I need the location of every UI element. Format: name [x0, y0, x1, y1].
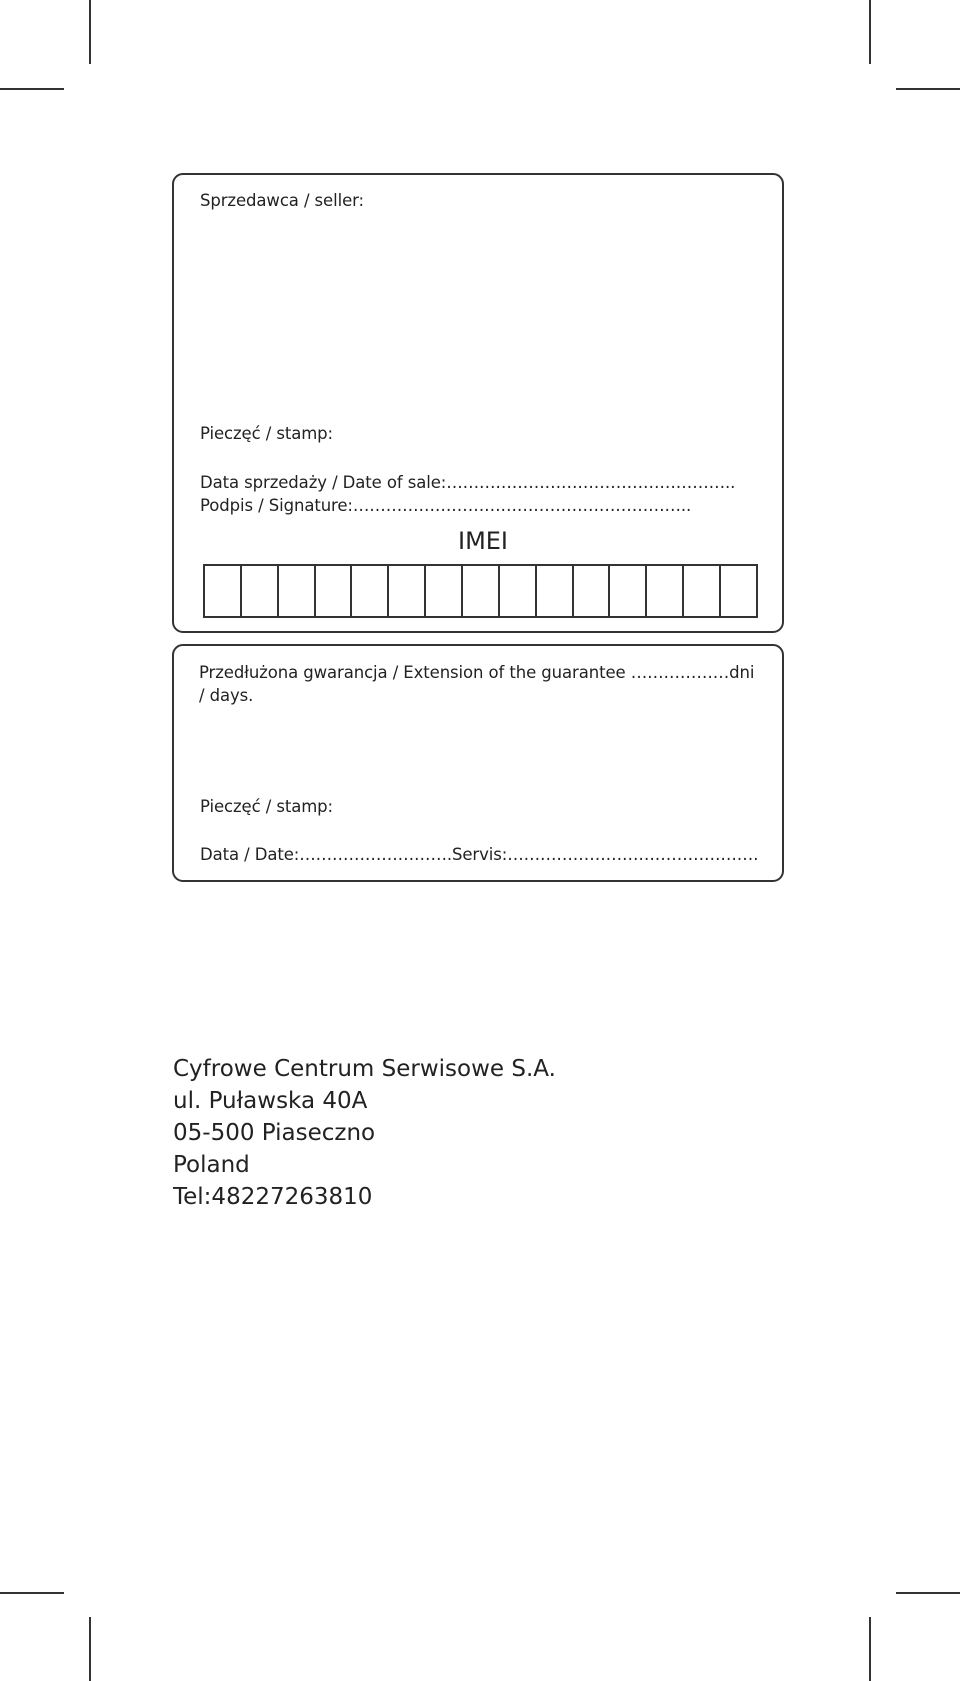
phone: Tel:48227263810 — [173, 1184, 373, 1210]
imei-digit-box[interactable] — [279, 566, 316, 616]
imei-digit-box[interactable] — [500, 566, 537, 616]
imei-digit-box[interactable] — [205, 566, 242, 616]
crop-mark-top-left-horizontal — [0, 88, 64, 90]
crop-mark-bottom-right-horizontal — [896, 1592, 960, 1594]
imei-digit-box[interactable] — [352, 566, 389, 616]
imei-digit-box[interactable] — [684, 566, 721, 616]
crop-mark-top-right-vertical — [869, 0, 871, 64]
imei-digit-box[interactable] — [389, 566, 426, 616]
imei-digit-box[interactable] — [610, 566, 647, 616]
imei-digit-box[interactable] — [537, 566, 574, 616]
crop-mark-bottom-left-horizontal — [0, 1592, 64, 1594]
company-name: Cyfrowe Centrum Serwisowe S.A. — [173, 1056, 556, 1082]
crop-mark-top-left-vertical — [89, 0, 91, 64]
postal-city: 05-500 Piaseczno — [173, 1120, 376, 1146]
extension-stamp-label: Pieczęć / stamp: — [200, 797, 334, 816]
imei-digit-box[interactable] — [316, 566, 353, 616]
country: Poland — [173, 1152, 250, 1178]
extension-line: Przedłużona gwarancja / Extension of the guarantee ………………dni / days. — [199, 663, 755, 705]
seller-label: Sprzedawca / seller: — [200, 191, 364, 210]
crop-mark-bottom-left-vertical — [89, 1617, 91, 1681]
signature-line: Podpis / Signature:…………………………………………………….. — [200, 496, 692, 515]
imei-digit-box[interactable] — [463, 566, 500, 616]
date-service-line: Data / Date:……………………….Servis:………………………………………. — [200, 845, 759, 864]
service-address — [173, 1053, 556, 1213]
imei-digit-box[interactable] — [721, 566, 756, 616]
imei-digit-box[interactable] — [426, 566, 463, 616]
extension-card — [172, 644, 784, 882]
crop-mark-bottom-right-vertical — [869, 1617, 871, 1681]
crop-mark-top-right-horizontal — [896, 88, 960, 90]
sale-date-line: Data sprzedaży / Date of sale:…………………………………………….. — [200, 473, 736, 492]
imei-digit-box[interactable] — [647, 566, 684, 616]
imei-digit-box[interactable] — [242, 566, 279, 616]
warranty-card — [172, 173, 784, 633]
imei-digit-box[interactable] — [574, 566, 611, 616]
street-address: ul. Puławska 40A — [173, 1088, 368, 1114]
imei-grid — [203, 564, 758, 618]
imei-title: IMEI — [457, 527, 509, 555]
stamp-label: Pieczęć / stamp: — [200, 424, 334, 443]
